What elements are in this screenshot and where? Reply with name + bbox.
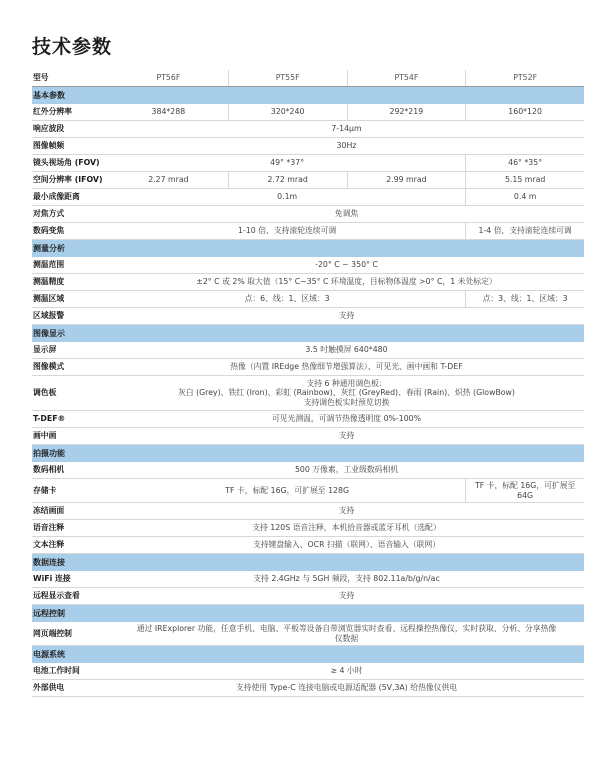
spec-row [32, 663, 584, 680]
spec-label: 红外分辨率 [33, 107, 72, 117]
spec-row [32, 291, 584, 308]
spec-label: 测温区域 [33, 294, 65, 304]
spec-value: TF 卡，标配 16G，可扩展至 128G [225, 485, 349, 495]
spec-label: 空间分辨率 (IFOV) [33, 175, 103, 185]
spec-value: 支持 [338, 431, 355, 441]
spec-row [32, 138, 584, 155]
spec-label: 语音注释 [33, 523, 65, 533]
spec-row [32, 155, 584, 172]
spec-table [32, 70, 584, 697]
spec-values [109, 257, 584, 273]
spec-label: 镜头视场角 (FOV) [33, 158, 100, 168]
spec-value: 点：6、线：1、区域：3 [244, 294, 330, 304]
page-title: 技术参数 [32, 36, 113, 58]
spec-values [109, 138, 584, 154]
spec-values [109, 571, 584, 587]
spec-value: 7-14μm [331, 124, 362, 134]
spec-value: 热像（内置 IREdge 热像细节增强算法）、可见光、画中画和 T-DEF [230, 362, 463, 372]
spec-label: 测温精度 [33, 277, 65, 287]
spec-value: 支持使用 Type-C 连接电脑或电源适配器 (5V,3A) 给热像仪供电 [235, 683, 458, 693]
spec-label: 响应波段 [33, 124, 65, 134]
section-header: 测量分析 [32, 240, 584, 257]
spec-label: 区域报警 [33, 311, 65, 321]
spec-row [32, 503, 584, 520]
spec-row [32, 680, 584, 697]
spec-row [32, 537, 584, 554]
spec-row [32, 359, 584, 376]
spec-row [32, 520, 584, 537]
spec-row [32, 172, 584, 189]
spec-values [109, 189, 584, 205]
spec-value: 2.27 mrad [148, 175, 189, 185]
spec-value: 0.1m [277, 192, 298, 202]
spec-values [109, 359, 584, 375]
spec-value: TF 卡，标配 16G，可扩展至 64G [465, 479, 584, 502]
spec-values [109, 206, 584, 222]
section-header: 图像显示 [32, 325, 584, 342]
spec-label: 冻结画面 [33, 506, 65, 516]
spec-value: 支持 [338, 591, 355, 601]
spec-row [32, 342, 584, 359]
spec-values [109, 223, 584, 239]
spec-value: 支持 [338, 506, 355, 516]
spec-value: 49° *37° [270, 158, 305, 168]
spec-values [109, 172, 584, 188]
spec-row [32, 274, 584, 291]
spec-label: 显示屏 [33, 345, 57, 355]
spec-value: 免调焦 [334, 209, 359, 219]
spec-value: 5.15 mrad [465, 172, 584, 188]
spec-values [109, 663, 584, 679]
spec-row [32, 571, 584, 588]
spec-label: 文本注释 [33, 540, 65, 550]
spec-value: ≥ 4 小时 [330, 666, 363, 676]
spec-values [109, 537, 584, 553]
spec-value: 160*120 [465, 104, 584, 120]
section-header: 数据连接 [32, 554, 584, 571]
spec-value: 1-10 倍，支持滚轮连续可调 [238, 226, 337, 236]
spec-values [109, 680, 584, 696]
spec-label: 图像帧频 [33, 141, 65, 151]
spec-row [32, 257, 584, 274]
spec-values [109, 342, 584, 358]
spec-value: 2.99 mrad [347, 172, 466, 188]
spec-label: WiFi 连接 [33, 574, 71, 584]
spec-value: 点：3、线：1、区域：3 [465, 291, 584, 307]
spec-value: 支持 120S 语音注释，本机拾音器或蓝牙耳机（选配） [252, 523, 441, 533]
spec-row [32, 622, 584, 646]
spec-values [109, 104, 584, 120]
section-header: 电源系统 [32, 646, 584, 663]
spec-row [32, 376, 584, 411]
spec-label: 远程显示查看 [33, 591, 80, 601]
spec-row [32, 588, 584, 605]
spec-value: ±2° C 或 2% 取大值（15° C~35° C 环境温度，目标物体温度 >0° C，1 米处标定） [196, 277, 497, 287]
spec-values [109, 479, 584, 502]
spec-row [32, 479, 584, 503]
spec-value: 292*219 [347, 104, 466, 120]
spec-values [109, 588, 584, 604]
model-header-row [32, 70, 584, 87]
spec-value: 支持 [338, 311, 355, 321]
spec-label: 网页端控制 [33, 628, 72, 638]
spec-value: 3.5 吋触摸屏 640*480 [305, 345, 388, 355]
spec-value: 1-4 倍，支持滚轮连续可调 [465, 223, 584, 239]
spec-label: 电池工作时间 [33, 666, 80, 676]
model-header-cells [109, 70, 584, 86]
spec-row [32, 462, 584, 479]
spec-values [109, 622, 584, 645]
spec-row [32, 206, 584, 223]
spec-label: 图像模式 [33, 362, 65, 372]
spec-label: 对焦方式 [33, 209, 65, 219]
spec-label: 外部供电 [33, 683, 65, 693]
spec-label: 存储卡 [33, 485, 57, 495]
model-name-cell: PT55F [228, 70, 347, 86]
spec-row [32, 189, 584, 206]
spec-value: 支持 2.4GHz 与 5GH 频段，支持 802.11a/b/g/n/ac [253, 574, 440, 584]
section-header: 远程控制 [32, 605, 584, 622]
spec-label: T-DEF® [33, 414, 66, 424]
spec-label: 数码相机 [33, 465, 65, 475]
section-header: 基本参数 [32, 87, 584, 104]
spec-row [32, 428, 584, 445]
spec-values [109, 155, 584, 171]
spec-values [109, 428, 584, 444]
spec-value: 2.72 mrad [228, 172, 347, 188]
spec-value: 500 万像素，工业级数码相机 [294, 465, 399, 475]
spec-values [109, 520, 584, 536]
spec-value: 0.4 m [465, 189, 584, 205]
model-header-label: 型号 [33, 73, 49, 83]
spec-values [109, 274, 584, 290]
spec-row [32, 121, 584, 138]
spec-label: 测温范围 [33, 260, 65, 270]
spec-row [32, 223, 584, 240]
spec-label: 数码变焦 [33, 226, 65, 236]
spec-values [109, 308, 584, 324]
spec-values [109, 503, 584, 519]
spec-value: 支持键盘输入、OCR 扫描（联网）、语音输入（联网） [252, 540, 441, 550]
spec-values [109, 291, 584, 307]
spec-value: 通过 IRExplorer 功能，任意手机、电脑、平板等设备自带浏览器实时查看、远程操控热像仪，实时获取、分析、分享热像 仪数据 [136, 624, 557, 643]
spec-values [109, 121, 584, 137]
spec-value: 可见光测温，可调节热像透明度 0%-100% [271, 414, 422, 424]
model-name-cell: PT54F [347, 70, 466, 86]
section-header: 拍摄功能 [32, 445, 584, 462]
model-name-cell: PT56F [156, 73, 181, 83]
spec-value: 320*240 [228, 104, 347, 120]
spec-label: 最小成像距离 [33, 192, 80, 202]
spec-row [32, 411, 584, 428]
spec-value: 46° *35° [465, 155, 584, 171]
spec-values [109, 462, 584, 478]
spec-row [32, 104, 584, 121]
spec-value: 支持 6 种通用调色板： 灰白 (Grey)、铁红 (Iron)、彩虹 (Rainbow)、灰红 (GreyRed)、春雨 (Rain)、炽热 (GlowBow) 支持调色板实时预览切换 [178, 378, 515, 407]
spec-values [109, 411, 584, 427]
spec-value: 30Hz [336, 141, 357, 151]
spec-values [109, 376, 584, 410]
spec-value: 384*288 [151, 107, 186, 117]
spec-row [32, 308, 584, 325]
spec-label: 调色板 [33, 388, 57, 398]
spec-value: -20° C ~ 350° C [315, 260, 378, 270]
spec-label: 画中画 [33, 431, 57, 441]
model-name-cell: PT52F [465, 70, 584, 86]
